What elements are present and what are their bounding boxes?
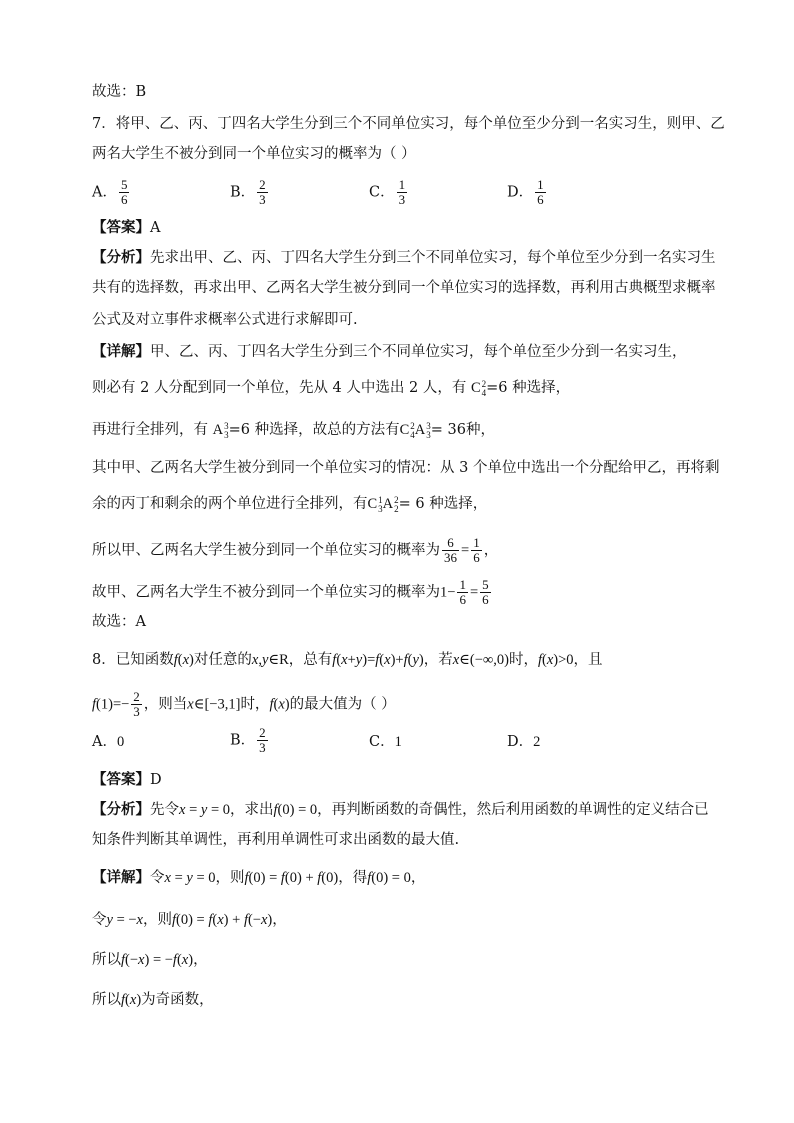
q7-option-c: C． $\frac{1}{3}$ <box>369 177 406 207</box>
q8-detail-line2: 令y = −x，则f(0) = f(x) + f(−x)， <box>92 912 287 928</box>
q8-stem-line1: 8．已知函数f(x)对任意的x,y∈R，总有f(x+y)=f(x)+f(y)，若x∈(−∞,0)时，f(x)>0，且 <box>92 652 603 668</box>
q7-detail-line2: 则必有 2 人分配到同一个单位，先从 4 人中选出 2 人，有 C 2 4 =6 种选择， <box>92 378 571 398</box>
q8-detail-line1: 【详解】令x = y = 0，则f(0) = f(0) + f(0)，得f(0) = 0， <box>92 869 426 886</box>
q8-option-c: C．1 <box>369 734 402 750</box>
q7-option-b: B． $\frac{2}{3}$ <box>230 177 266 207</box>
q7-final-answer: 故选：A <box>92 614 146 630</box>
q7-stem-line1: 7．将甲、乙、丙、丁四名大学生分到三个不同单位实习，每个单位至少分到一名实习生，则甲、乙 <box>92 116 725 132</box>
q7-option-d: D． $\frac{1}{6}$ <box>507 177 544 207</box>
q7-analysis-line2: 共有的选择数，再求出甲、乙两名大学生被分到同一个单位实习的选择数，再利用古典概型求概率 <box>92 280 716 296</box>
q8-answer: 【答案】D <box>92 771 162 788</box>
q8-option-b: B． $\frac{2}{3}$ <box>230 725 266 755</box>
q7-stem-line2: 两名大学生不被分到同一个单位实习的概率为（ ） <box>92 146 416 162</box>
q7-option-a: A． $\frac{5}{6}$ <box>92 177 128 207</box>
q7-detail-line1: 【详解】甲、乙、丙、丁四名大学生分到三个不同单位实习，每个单位至少分到一名实习生， <box>92 343 687 360</box>
q8-option-a: A．0 <box>92 734 125 750</box>
q7-detail-line5: 余的丙丁和剩余的两个单位进行全排列，有C 1 3 A 2 2 = 6 种选择， <box>92 494 488 514</box>
q7-detail-line6: 所以甲、乙两名大学生被分到同一个单位实习的概率为 $\frac{6}{36}$ = $\frac{1}{6}$ ， <box>92 535 499 565</box>
previous-answer: 故选：B <box>92 84 147 100</box>
q8-detail-line3: 所以f(−x) = −f(x)， <box>92 952 208 968</box>
q7-detail-line3: 再进行全排列，有 A 3 3 =6 种选择，故总的方法有C 2 4 A 3 3 = 36种， <box>92 420 495 440</box>
q8-stem-line2: f(1)=− $\frac{2}{3}$ ，则当x∈[−3,1]时，f(x)的最大值为（ ） <box>92 689 396 719</box>
q7-detail-line7: 故甲、乙两名大学生不被分到同一个单位实习的概率为1− $\frac{1}{6}$ = $\frac{5}{6}$ <box>92 577 489 607</box>
q7-analysis-line1: 【分析】先求出甲、乙、丙、丁四名大学生分到三个不同单位实习，每个单位至少分到一名实习生 <box>92 249 716 266</box>
q7-answer: 【答案】A <box>92 219 161 236</box>
q8-analysis-line1: 【分析】先令x = y = 0，求出f(0) = 0，再判断函数的奇偶性，然后利用函数的单调性的定义结合已 <box>92 801 709 818</box>
q8-option-d: D．2 <box>507 734 541 750</box>
q8-detail-line4: 所以f(x)为奇函数， <box>92 992 214 1008</box>
q7-detail-line4: 其中甲、乙两名大学生被分到同一个单位实习的情况：从 3 个单位中选出一个分配给甲乙，再将剩 <box>92 460 720 476</box>
q8-analysis-line2: 知条件判断其单调性，再利用单调性可求出函数的最大值. <box>92 832 460 848</box>
q7-analysis-line3: 公式及对立事件求概率公式进行求解即可. <box>92 312 358 328</box>
